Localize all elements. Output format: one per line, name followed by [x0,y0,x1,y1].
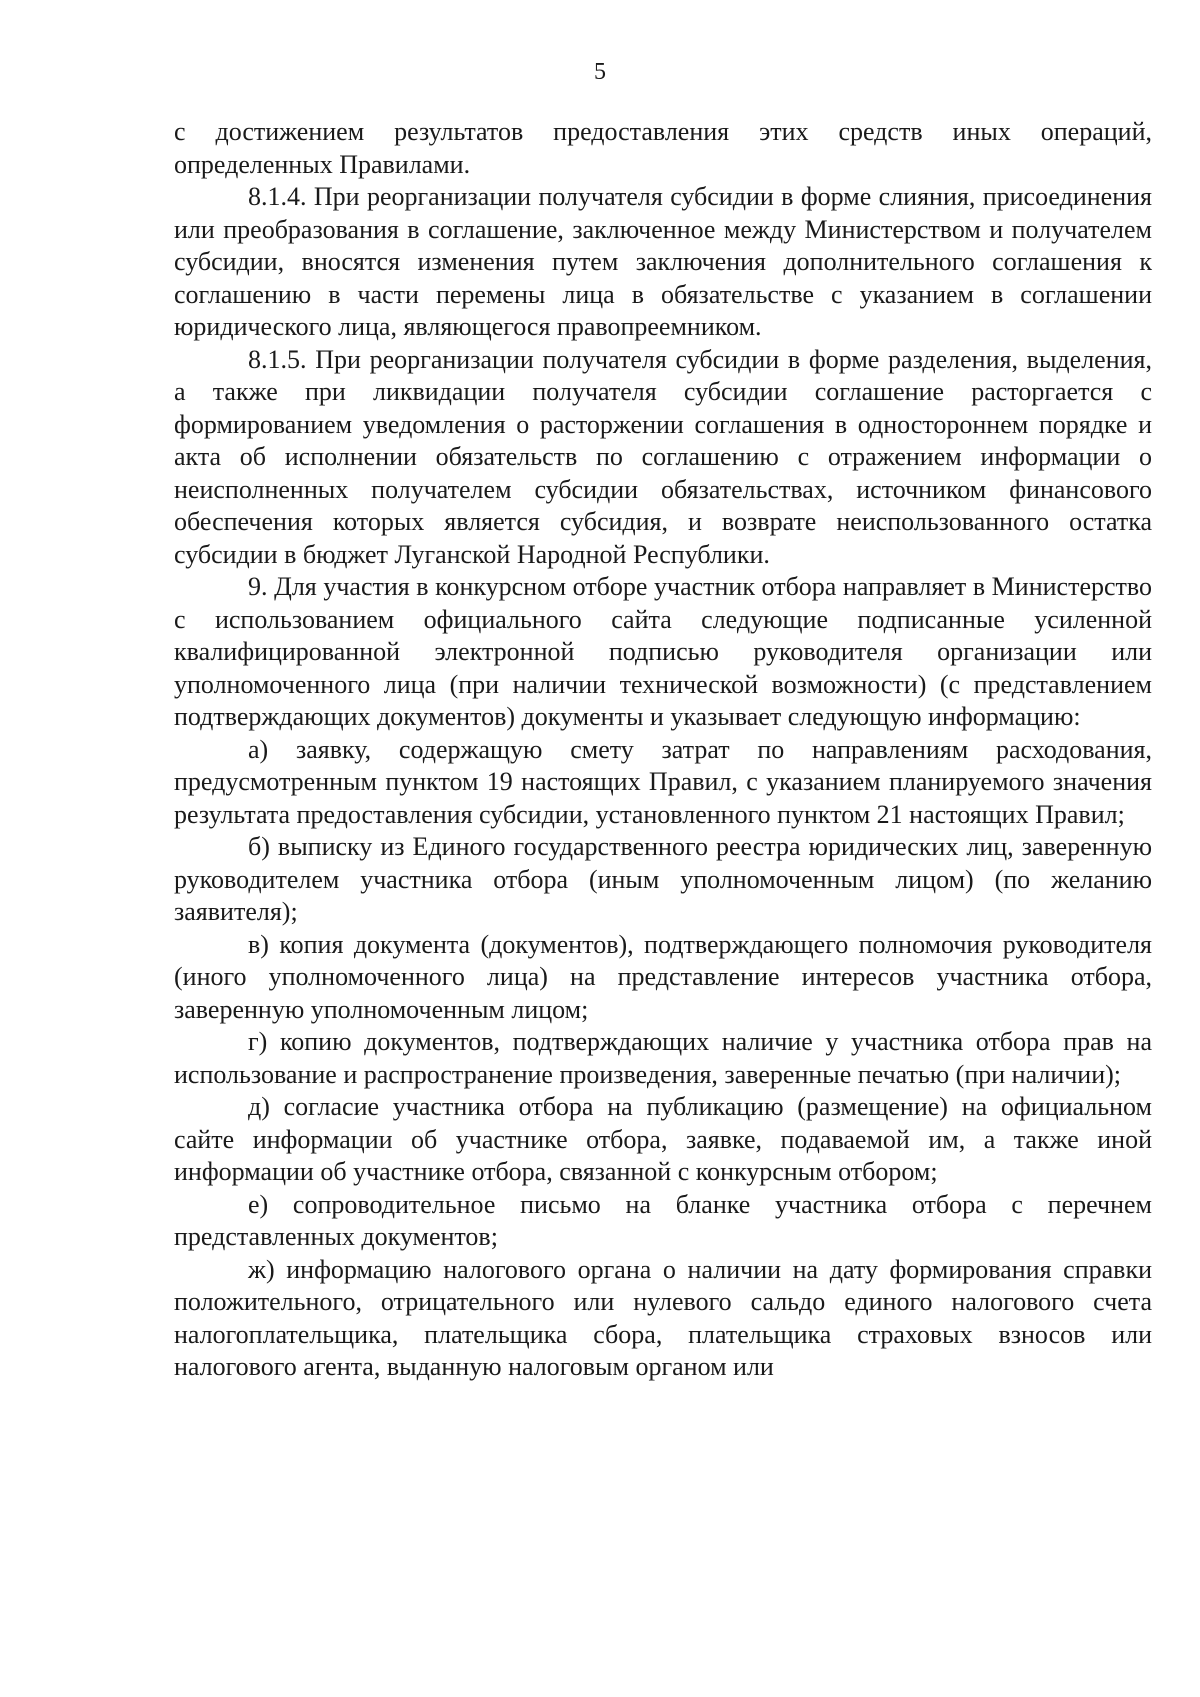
list-item-v: в) копия документа (документов), подтверждающего полномочия руководителя (иного уполномоченного лица) на представление интересов участника отбора, заверенную уполномоченным лицом; [174,929,1152,1024]
page-number: 5 [594,59,606,85]
paragraph-8-1-4: 8.1.4. При реорганизации получателя субсидии в форме слияния, присоединения или преобразования в соглашение, заключенное между Министерством и получателем субсидии, вносятся изменения путем заключения дополнительного соглашения к соглашению в части перемены лица в обязательстве с указанием в соглашении юридического лица, являющегося правопреемником. [174,182,1152,341]
document-body [174,116,1152,1384]
list-item-e: е) сопроводительное письмо на бланке участника отбора с перечнем представленных документов; [174,1189,1152,1251]
paragraph-9: 9. Для участия в конкурсном отборе участник отбора направляет в Министерство с использованием официального сайта следующие подписанные усиленной квалифицированной электронной подписью руководителя организации или уполномоченного лица (при наличии технической возможности) (с представлением подтверждающих документов) документы и указывает следующую информацию: [174,572,1152,731]
list-item-b: б) выписку из Единого государственного реестра юридических лиц, заверенную руководителем участника отбора (иным уполномоченным лицом) (по желанию заявителя); [174,832,1152,926]
paragraph-continuation: с достижением результатов предоставления этих средств иных операций, определенных Правилами. [174,117,1152,179]
list-item-a: а) заявку, содержащую смету затрат по направлениям расходования, предусмотренным пунктом 19 настоящих Правил, с указанием планируемого значения результата предоставления субсидии, установленного пунктом 21 настоящих Правил; [174,734,1152,829]
list-item-d: д) согласие участника отбора на публикацию (размещение) на официальном сайте информации об участнике отбора, заявке, подаваемой им, а также иной информации об участнике отбора, связанной с конкурсным отбором; [174,1092,1152,1186]
list-item-zh: ж) информацию налогового органа о наличии на дату формирования справки положительного, отрицательного или нулевого сальдо единого налогового счета налогоплательщика, плательщика сбора, плательщика страховых взносов или налогового агента, выданную налоговым органом или [174,1254,1152,1381]
list-item-g: г) копию документов, подтверждающих наличие у участника отбора прав на использование и распространение произведения, заверенные печатью (при наличии); [174,1027,1152,1089]
paragraph-8-1-5: 8.1.5. При реорганизации получателя субсидии в форме разделения, выделения, а также при ликвидации получателя субсидии соглашение расторгается с формированием уведомления о расторжении соглашения в одностороннем порядке и акта об исполнении обязательств по соглашению с отражением информации о неисполненных получателем субсидии обязательствах, источником финансового обеспечения которых является субсидия, и возврате неиспользованного остатка субсидии в бюджет Луганской Народной Республики. [174,344,1152,569]
